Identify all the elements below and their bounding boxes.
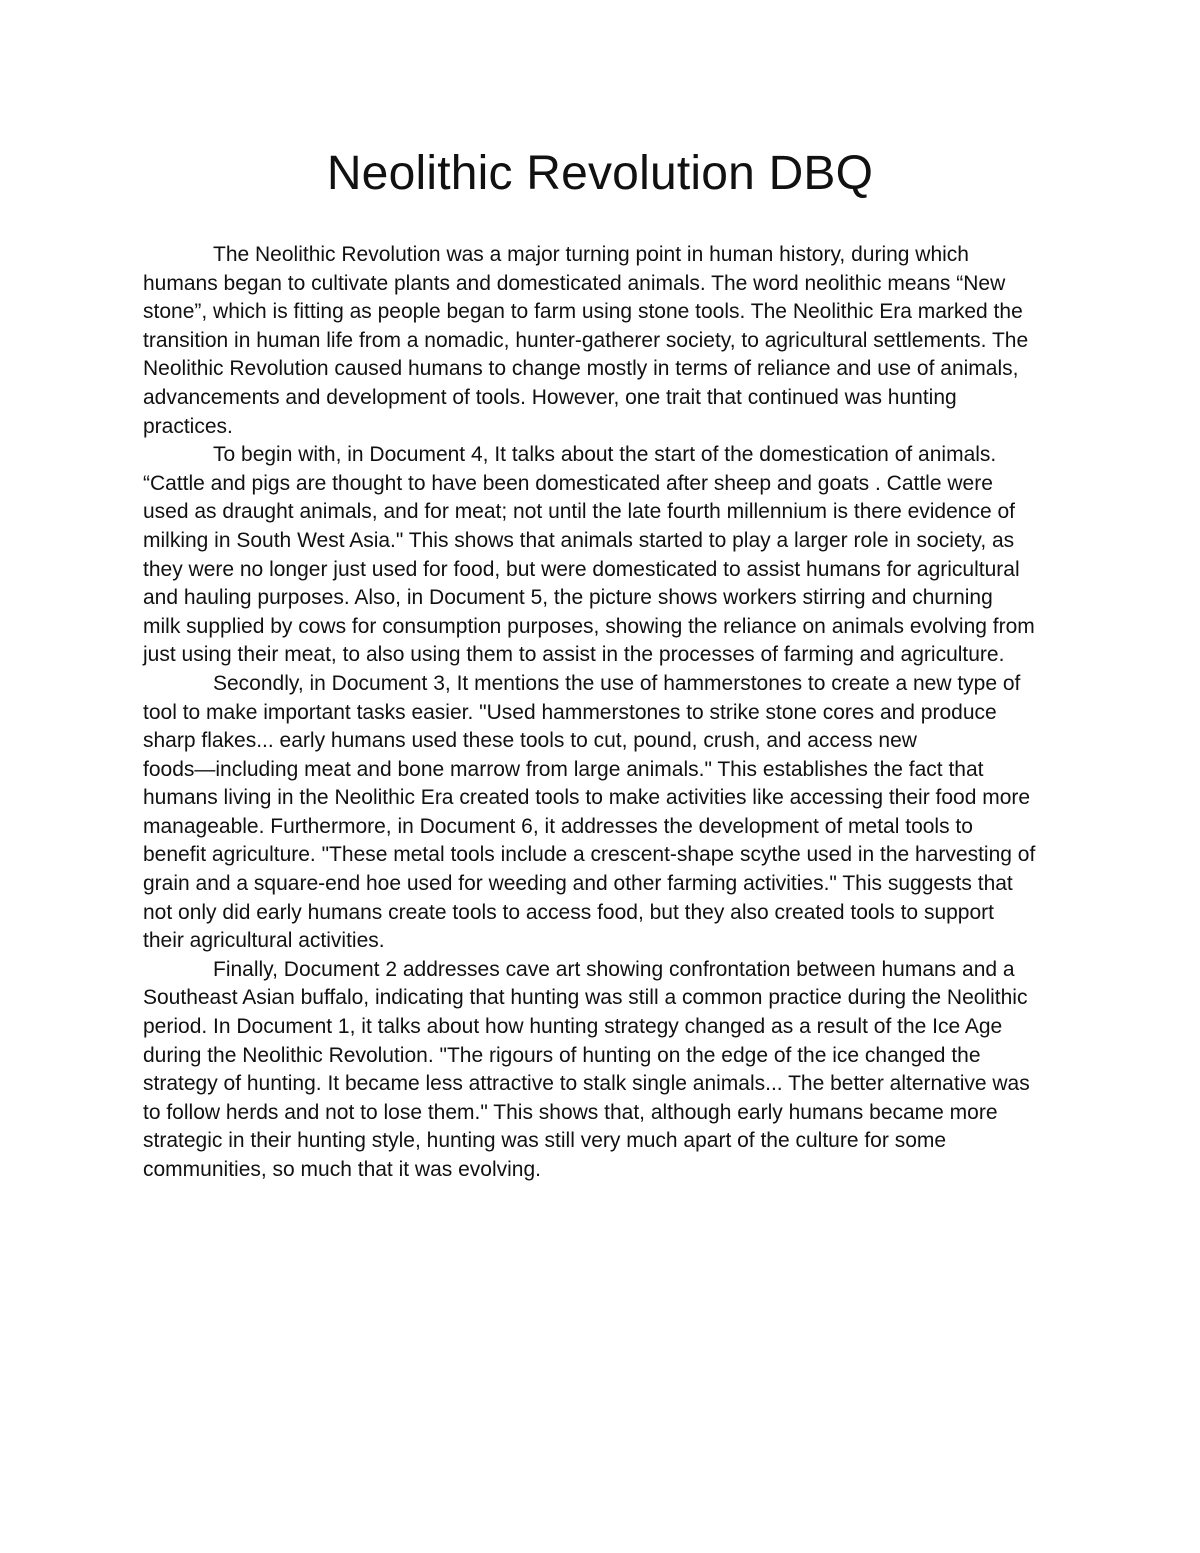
paragraph-line: Neolithic Revolution caused humans to change mostly in terms of reliance and use of animals,	[143, 357, 1019, 381]
paragraph-line: milking in South West Asia." This shows that animals started to play a larger role in society, as	[143, 528, 1015, 552]
document-title: Neolithic Revolution DBQ	[326, 147, 874, 200]
paragraph-line: used as draught animals, and for meat; not until the late fourth millennium is there evidence of	[143, 500, 1015, 524]
paragraph-line: Southeast Asian buffalo, indicating that hunting was still a common practice during the Neolithic	[143, 986, 1028, 1010]
paragraph-line: period. In Document 1, it talks about how hunting strategy changed as a result of the Ice Age	[143, 1015, 1003, 1039]
paragraph-line: tool to make important tasks easier. "Used hammerstones to strike stone cores and produce	[143, 700, 997, 724]
paragraph-line: their agricultural activities.	[143, 929, 385, 953]
paragraph-line: not only did early humans create tools to access food, but they also created tools to support	[143, 900, 994, 924]
paragraph-line: to follow herds and not to lose them." This shows that, although early humans became more	[143, 1100, 998, 1124]
paragraph-line: advancements and development of tools. However, one trait that continued was hunting	[143, 385, 957, 409]
paragraph-line: foods—including meat and bone marrow from large animals." This establishes the fact that	[143, 757, 984, 781]
paragraph-line: grain and a square-end hoe used for weeding and other farming activities." This suggests that	[143, 872, 1013, 896]
paragraph-line: The Neolithic Revolution was a major turning point in human history, during which	[213, 243, 969, 266]
paragraph-line: humans living in the Neolithic Era created tools to make activities like accessing their food more	[143, 786, 1031, 810]
essay-body	[143, 241, 1073, 1185]
paragraph-line: stone”, which is fitting as people began to farm using stone tools. The Neolithic Era marked the	[143, 300, 1023, 324]
paragraph-line: communities, so much that it was evolving.	[143, 1158, 541, 1181]
paragraph-line: strategic in their hunting style, hunting was still very much apart of the culture for some	[143, 1129, 947, 1153]
paragraph-line: just using their meat, to also using them to assist in the processes of farming and agriculture.	[143, 643, 1005, 667]
paragraph-line: benefit agriculture. "These metal tools include a crescent-shape scythe used in the harvesting of	[143, 843, 1036, 867]
paragraph-line: Secondly, in Document 3, It mentions the use of hammerstones to create a new type of	[213, 671, 1021, 695]
paragraph-line: “Cattle and pigs are thought to have been domesticated after sheep and goats . Cattle were	[143, 471, 993, 495]
paragraph-line: practices.	[143, 414, 233, 438]
paragraph-line: they were no longer just used for food, but were domesticated to assist humans for agricultural	[143, 557, 1020, 581]
paragraph-line: and hauling purposes. Also, in Document 5, the picture shows workers stirring and churning	[143, 586, 993, 610]
paragraph-line: To begin with, in Document 4, It talks about the start of the domestication of animals.	[213, 443, 997, 467]
paragraph-line: manageable. Furthermore, in Document 6, it addresses the development of metal tools to	[143, 814, 973, 838]
paragraph-line: strategy of hunting. It became less attractive to stalk single animals... The better alternative was	[143, 1072, 1030, 1096]
paragraph-line: transition in human life from a nomadic, hunter-gatherer society, to agricultural settlements. The	[143, 328, 1029, 352]
paragraph-line: milk supplied by cows for consumption purposes, showing the reliance on animals evolving from	[143, 614, 1035, 638]
paragraph-line: Finally, Document 2 addresses cave art showing confrontation between humans and a	[213, 957, 1015, 981]
paragraph-line: during the Neolithic Revolution. "The rigours of hunting on the edge of the ice changed the	[143, 1043, 981, 1067]
paragraph-line: sharp flakes... early humans used these tools to cut, pound, crush, and access new	[143, 729, 917, 753]
paragraph-line: humans began to cultivate plants and domesticated animals. The word neolithic means “New	[143, 271, 1006, 295]
